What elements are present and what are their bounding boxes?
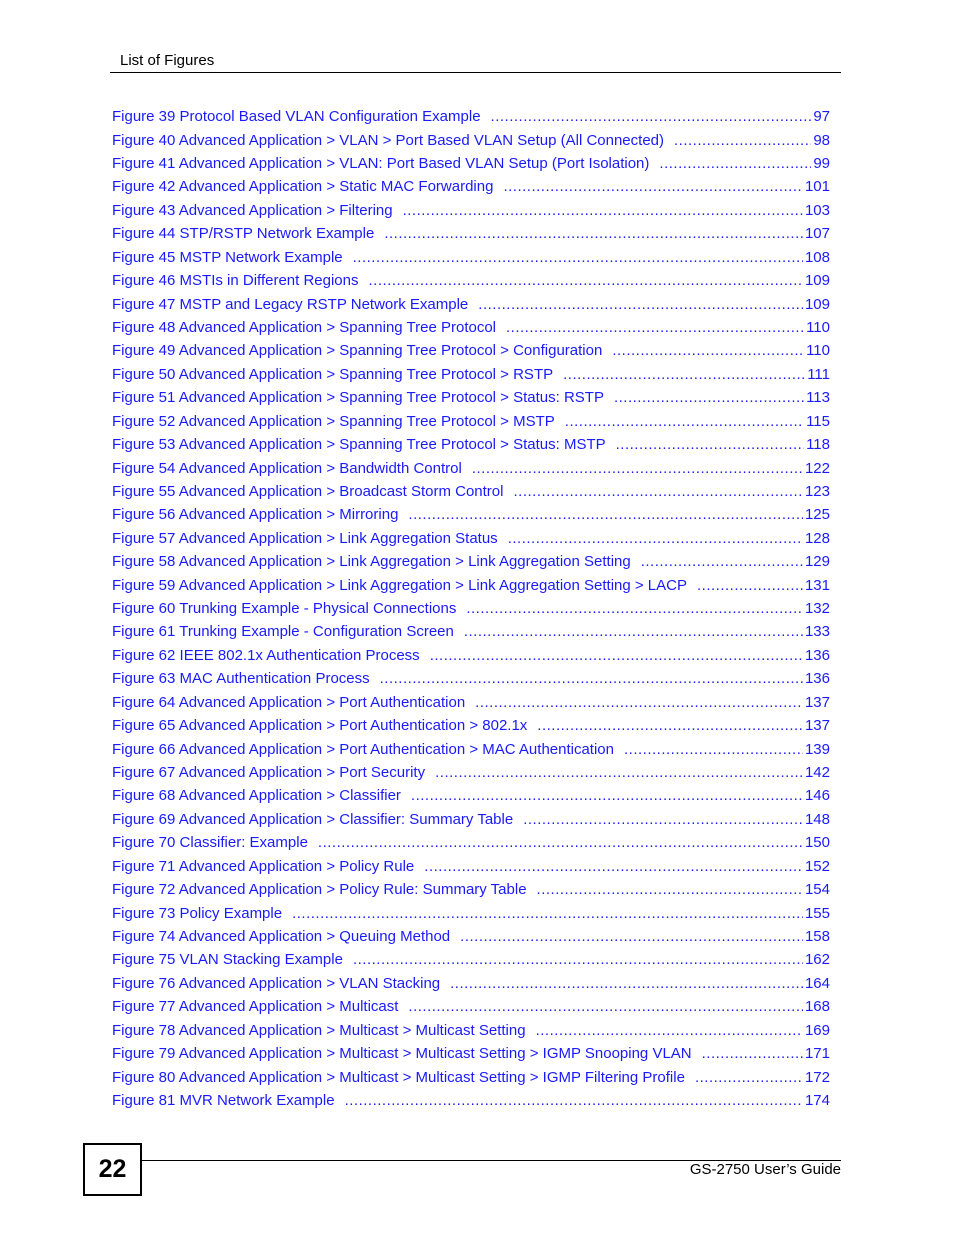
figure-title: Figure 76 Advanced Application > VLAN Stacking [112,974,441,992]
dot-leader [369,272,803,289]
page-ref: 139 [804,740,830,758]
page-ref: 129 [804,553,830,571]
toc-entry-link[interactable] [112,222,830,245]
dot-leader [624,741,803,758]
page-ref: 108 [804,248,830,266]
toc-entry-link[interactable] [112,339,830,362]
dot-leader [674,132,811,149]
dot-leader [318,834,803,851]
page-ref: 99 [813,155,830,173]
page-ref: 107 [804,225,830,243]
toc-entry-link[interactable] [112,409,830,432]
dot-leader [292,905,803,922]
toc-entry-link[interactable] [112,714,830,737]
dot-leader [491,108,812,125]
page-ref: 137 [804,693,830,711]
toc-entry-link[interactable] [112,948,830,971]
toc-entry-link[interactable] [112,855,830,878]
page-ref: 150 [804,834,830,852]
figure-title: Figure 61 Trunking Example - Configuration Screen [112,623,454,641]
page-ref: 123 [804,482,830,500]
figure-title: Figure 69 Advanced Application > Classifier: Summary Table [112,810,514,828]
dot-leader [408,506,803,523]
figure-title: Figure 70 Classifier: Example [112,834,308,852]
toc-entry-link[interactable] [112,1089,830,1112]
figure-title: Figure 75 VLAN Stacking Example [112,951,343,969]
toc-entry-link[interactable] [112,995,830,1018]
dot-leader [380,670,803,687]
figure-title: Figure 40 Advanced Application > VLAN > Port Based VLAN Setup (All Connected) [112,131,664,149]
toc-entry-link[interactable] [112,480,830,503]
toc-entry-link[interactable] [112,925,830,948]
figure-title: Figure 73 Policy Example [112,904,283,922]
figure-title: Figure 39 Protocol Based VLAN Configuration Example [112,108,481,126]
figure-title: Figure 44 STP/RSTP Network Example [112,225,375,243]
figure-title: Figure 43 Advanced Application > Filtering [112,201,393,219]
toc-entry-link[interactable] [112,878,830,901]
page-ref: 133 [804,623,830,641]
page-ref: 162 [804,951,830,969]
page-ref: 154 [804,881,830,899]
figure-title: Figure 81 MVR Network Example [112,1091,335,1109]
figure-title: Figure 47 MSTP and Legacy RSTP Network Example [112,295,469,313]
dot-leader [460,928,803,945]
page-ref: 164 [804,974,830,992]
figure-title: Figure 74 Advanced Application > Queuing Method [112,927,451,945]
figure-title: Figure 80 Advanced Application > Multicast > Multicast Setting > IGMP Filtering Profile [112,1068,685,1086]
page-ref: 171 [804,1045,830,1063]
figure-title: Figure 59 Advanced Application > Link Aggregation > Link Aggregation Setting > LACP [112,576,687,594]
page-ref: 146 [804,787,830,805]
figure-title: Figure 58 Advanced Application > Link Aggregation > Link Aggregation Setting [112,553,631,571]
dot-leader [612,342,804,359]
toc-entry-link[interactable] [112,573,830,596]
page-ref: 128 [804,529,830,547]
figure-title: Figure 51 Advanced Application > Spanning Tree Protocol > Status: RSTP [112,389,604,407]
dot-leader [353,951,803,968]
page-ref: 122 [804,459,830,477]
dot-leader [384,225,803,242]
dot-leader [702,1045,803,1062]
dot-leader [523,811,803,828]
page-ref: 109 [804,272,830,290]
page-ref: 101 [804,178,830,196]
toc-entry-link[interactable] [112,503,830,526]
toc-entry-link[interactable] [112,784,830,807]
figure-title: Figure 50 Advanced Application > Spanning Tree Protocol > RSTP [112,365,554,383]
figure-title: Figure 67 Advanced Application > Port Security [112,764,426,782]
figure-title: Figure 46 MSTIs in Different Regions [112,272,359,290]
dot-leader [464,623,803,640]
figure-title: Figure 53 Advanced Application > Spanning Tree Protocol > Status: MSTP [112,436,606,454]
toc-entry-link[interactable] [112,691,830,714]
page-number: 22 [83,1143,142,1196]
dot-leader [536,1022,803,1039]
figure-title: Figure 57 Advanced Application > Link Aggregation Status [112,529,498,547]
toc-entry-link[interactable] [112,620,830,643]
figure-title: Figure 42 Advanced Application > Static MAC Forwarding [112,178,494,196]
dot-leader [353,249,803,266]
figure-title: Figure 71 Advanced Application > Policy Rule [112,857,415,875]
figure-title: Figure 48 Advanced Application > Spanning Tree Protocol [112,319,497,336]
page-ref: 98 [813,131,830,149]
dot-leader [513,483,802,500]
dot-leader [345,1092,803,1109]
figure-title: Figure 45 MSTP Network Example [112,248,343,266]
dot-leader [506,319,804,336]
page-ref: 142 [804,764,830,782]
toc-entry-link[interactable] [112,831,830,854]
page-ref: 152 [804,857,830,875]
page-ref: 155 [804,904,830,922]
figure-title: Figure 63 MAC Authentication Process [112,670,370,688]
page-ref: 172 [804,1068,830,1086]
page-ref: 113 [806,389,830,407]
figure-title: Figure 65 Advanced Application > Port Authentication > 802.1x [112,717,528,735]
toc-entry-link[interactable] [112,644,830,667]
figure-title: Figure 68 Advanced Application > Classifier [112,787,401,805]
toc-entry-link[interactable] [112,269,830,292]
toc-entry-link[interactable] [112,527,830,550]
dot-leader [697,577,803,594]
dot-leader [466,600,803,617]
toc-entry-link[interactable] [112,550,830,573]
dot-leader [424,858,803,875]
dot-leader [478,296,803,313]
toc-entry-link[interactable] [112,292,830,315]
page-ref: 109 [804,295,830,313]
toc-entry-link[interactable] [112,175,830,198]
figure-title: Figure 64 Advanced Application > Port Authentication [112,693,466,711]
toc-entry-link[interactable] [112,1065,830,1088]
figure-title: Figure 77 Advanced Application > Multicast [112,998,399,1016]
dot-leader [616,436,804,453]
toc-entry-link[interactable] [112,1042,830,1065]
figure-title: Figure 79 Advanced Application > Multicast > Multicast Setting > IGMP Snooping VLAN [112,1045,692,1063]
page-ref: 131 [804,576,830,594]
toc-entry-link[interactable] [112,128,830,151]
page-ref: 137 [804,717,830,735]
dot-leader [508,530,803,547]
toc-entry-link[interactable] [112,386,830,409]
page-ref: 111 [807,365,830,383]
dot-leader [472,460,803,477]
toc-entry-link[interactable] [112,363,830,386]
page-ref: 115 [806,412,830,430]
toc-entry-link[interactable] [112,808,830,831]
dot-leader [435,764,803,781]
figure-title: Figure 55 Advanced Application > Broadcast Storm Control [112,482,504,500]
figure-title: Figure 78 Advanced Application > Multicast > Multicast Setting [112,1021,526,1039]
page-ref: 110 [806,342,830,360]
dot-leader [408,998,803,1015]
dot-leader [614,389,804,406]
guide-title: GS-2750 User’s Guide [689,1161,841,1178]
toc-entry-link[interactable] [112,105,830,128]
page-ref: 97 [813,108,830,126]
page-ref: 174 [804,1091,830,1109]
figure-title: Figure 49 Advanced Application > Spanning Tree Protocol > Configuration [112,342,603,360]
toc-entry-link[interactable] [112,972,830,995]
figure-title: Figure 41 Advanced Application > VLAN: Port Based VLAN Setup (Port Isolation) [112,155,650,173]
toc-entry-link[interactable] [112,246,830,269]
toc-entry-link[interactable] [112,667,830,690]
page-ref: 158 [804,927,830,945]
dot-leader [537,717,803,734]
dot-leader [503,178,803,195]
page-ref: 125 [804,506,830,524]
toc-entry-link[interactable] [112,761,830,784]
toc-entry-link[interactable] [112,1018,830,1041]
figure-title: Figure 54 Advanced Application > Bandwidth Control [112,459,462,477]
dot-leader [659,155,811,172]
toc-entry-link[interactable] [112,456,830,479]
toc-entry-link[interactable] [112,433,830,456]
dot-leader [411,787,803,804]
figure-title: Figure 56 Advanced Application > Mirroring [112,506,399,524]
page-ref: 148 [804,810,830,828]
figure-title: Figure 60 Trunking Example - Physical Connections [112,600,457,618]
page-ref: 169 [804,1021,830,1039]
list-of-figures [112,105,830,1112]
page-ref: 136 [804,670,830,688]
page-ref: 103 [804,201,830,219]
dot-leader [641,553,803,570]
dot-leader [450,975,803,992]
page-ref: 118 [806,436,830,454]
toc-entry-link[interactable] [112,199,830,222]
dot-leader [565,413,804,430]
header-divider [110,72,841,73]
dot-leader [475,694,803,711]
toc-entry-link[interactable] [112,316,830,339]
page-ref: 110 [806,319,830,336]
dot-leader [563,366,805,383]
page-ref: 132 [804,600,830,618]
dot-leader [695,1069,803,1086]
dot-leader [403,202,803,219]
section-title: List of Figures [120,52,215,69]
dot-leader [537,881,803,898]
page-ref: 168 [804,998,830,1016]
figure-title: Figure 66 Advanced Application > Port Authentication > MAC Authentication [112,740,614,758]
toc-entry-link[interactable] [112,737,830,760]
figure-title: Figure 52 Advanced Application > Spanning Tree Protocol > MSTP [112,412,555,430]
figure-title: Figure 62 IEEE 802.1x Authentication Process [112,646,420,664]
toc-entry-link[interactable] [112,597,830,620]
figure-title: Figure 72 Advanced Application > Policy Rule: Summary Table [112,881,527,899]
toc-entry-link[interactable] [112,152,830,175]
page-ref: 136 [804,646,830,664]
dot-leader [430,647,803,664]
toc-entry-link[interactable] [112,901,830,924]
